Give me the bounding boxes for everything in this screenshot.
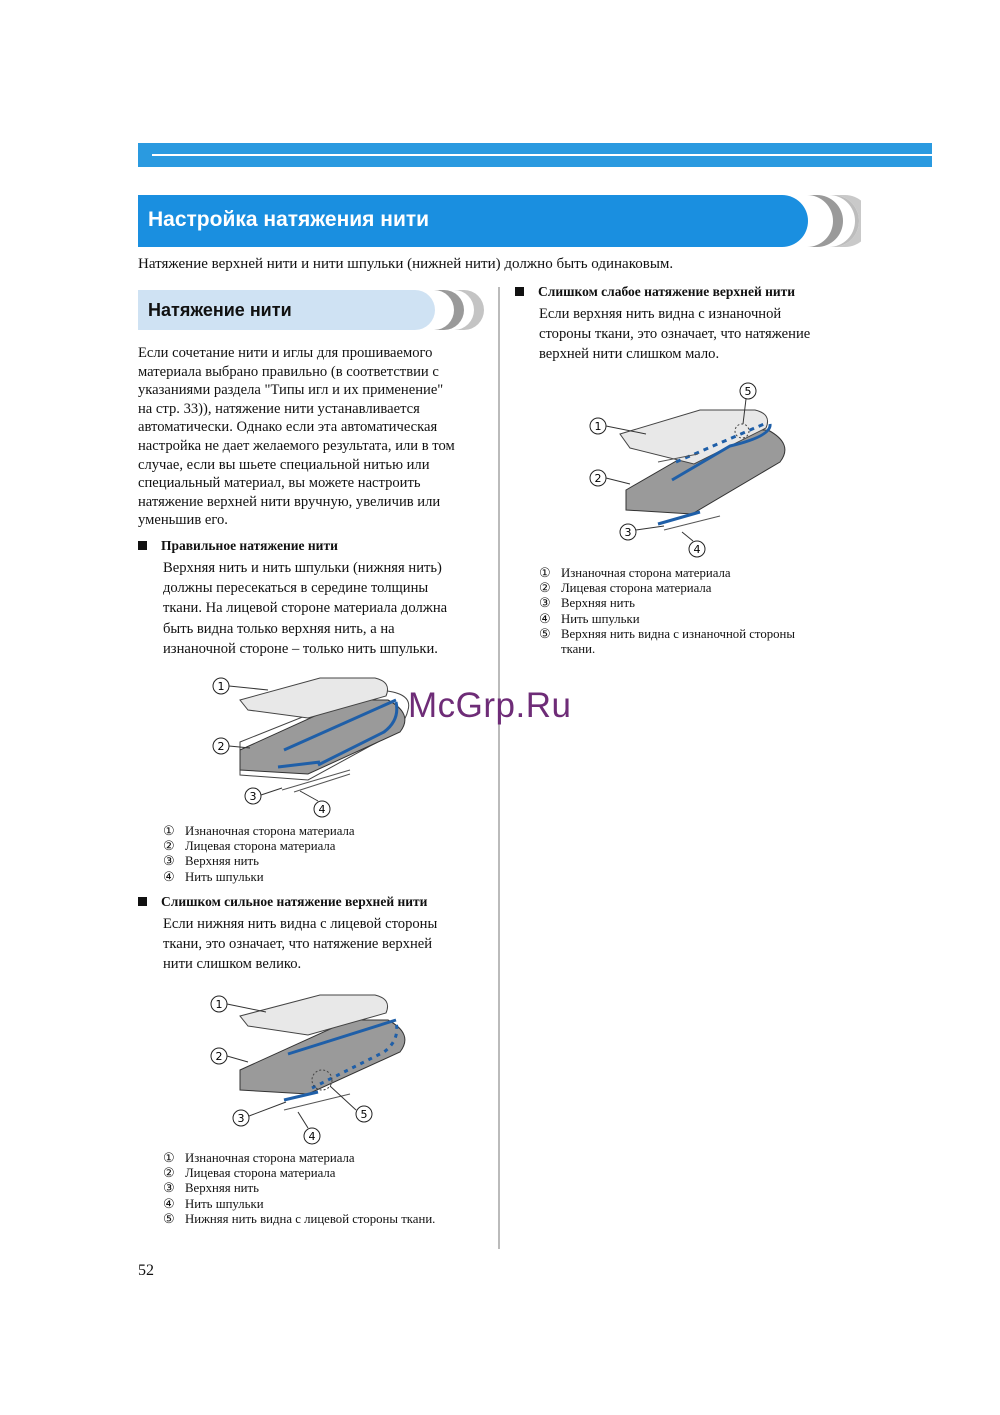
legend-item: ① Изнаночная сторона материала bbox=[163, 824, 355, 838]
bullet-square-icon bbox=[515, 287, 524, 296]
bullet-square-icon bbox=[138, 897, 147, 906]
correct-tension-legend bbox=[163, 824, 355, 885]
paragraph-line: специальный материал, вы можете настроить bbox=[138, 475, 421, 492]
label-1: 1 bbox=[215, 998, 223, 1011]
correct-tension-heading: Правильное натяжение нити bbox=[138, 537, 338, 555]
paragraph-line: уменьшив его. bbox=[138, 512, 228, 529]
legend-item: ① Изнаночная сторона материала bbox=[163, 1151, 355, 1165]
label-4: 4 bbox=[693, 543, 701, 556]
paragraph-line: настройка не дает желаемого результата, или в том bbox=[138, 437, 455, 454]
title-bracket-icon bbox=[805, 195, 861, 247]
section-title: Натяжение нити bbox=[148, 300, 292, 320]
label-1: 1 bbox=[217, 680, 225, 693]
legend-item: ③ Верхняя нить bbox=[163, 854, 259, 869]
paragraph-line: случае, если вы шьете специальной нитью или bbox=[138, 456, 430, 473]
correct-tension-diagram bbox=[200, 670, 430, 820]
legend-item: ① Изнаночная сторона материала bbox=[539, 566, 731, 580]
paragraph-line: натяжение верхней нити вручную, увеличив или bbox=[138, 493, 441, 510]
too-loose-diagram bbox=[580, 380, 810, 560]
legend-item: ③ Верхняя нить bbox=[163, 1181, 259, 1196]
legend-item: ③ Верхняя нить bbox=[539, 596, 635, 611]
intro-text: Натяжение верхней нити и нити шпульки (нижней нити) должно быть одинаковым. bbox=[138, 256, 674, 272]
label-3: 3 bbox=[237, 1112, 245, 1125]
paragraph-line: материала выбрано правильно (в соответствии с bbox=[138, 363, 439, 380]
label-2: 2 bbox=[217, 740, 225, 753]
page-number: 52 bbox=[138, 1262, 154, 1279]
label-3: 3 bbox=[624, 526, 632, 539]
legend-item: ② Лицевая сторона материала bbox=[163, 839, 336, 854]
label-3: 3 bbox=[249, 790, 257, 803]
paragraph-line: указаниями раздела "Типы игл и их применение" bbox=[138, 382, 444, 399]
legend-item: ④ Нить шпульки bbox=[163, 869, 264, 884]
legend-item: ткани. bbox=[561, 642, 596, 657]
header-band-line bbox=[152, 154, 932, 156]
too-tight-heading: Слишком сильное натяжение верхней нити bbox=[138, 893, 427, 911]
too-tight-text: Если нижняя нить видна с лицевой стороны ткани, это означает, что натяжение верхней нити слишком велико. bbox=[163, 916, 438, 973]
too-loose-heading: Слишком слабое натяжение верхней нити bbox=[515, 283, 795, 301]
label-5: 5 bbox=[744, 385, 752, 398]
page-title: Настройка натяжения нити bbox=[148, 208, 430, 231]
too-tight-diagram bbox=[200, 990, 430, 1145]
label-4: 4 bbox=[318, 803, 326, 816]
bullet-square-icon bbox=[138, 541, 147, 550]
label-2: 2 bbox=[215, 1050, 223, 1063]
section-paragraph bbox=[138, 344, 493, 530]
legend-item: ② Лицевая сторона материала bbox=[539, 581, 712, 596]
column-divider bbox=[498, 287, 500, 1249]
paragraph-line: Если сочетание нити и иглы для прошиваемого bbox=[138, 345, 433, 361]
legend-item: ⑤ Верхняя нить видна с изнаночной стороны bbox=[539, 626, 795, 641]
label-4: 4 bbox=[308, 1130, 316, 1143]
legend-item: ④ Нить шпульки bbox=[163, 1196, 264, 1211]
label-5: 5 bbox=[360, 1108, 368, 1121]
paragraph-line: на стр. 33)), натяжение нити устанавливается bbox=[138, 400, 420, 417]
label-1: 1 bbox=[594, 420, 602, 433]
legend-item: ② Лицевая сторона материала bbox=[163, 1166, 336, 1181]
too-loose-legend bbox=[539, 566, 795, 657]
legend-item: ⑤ Нижняя нить видна с лицевой стороны ткани. bbox=[163, 1211, 436, 1226]
label-2: 2 bbox=[594, 472, 602, 485]
too-loose-text: Если верхняя нить видна с изнаночной стороны ткани, это означает, что натяжение верхней нити слишком мало. bbox=[539, 306, 811, 363]
paragraph-line: автоматически. Однако если эта автоматическая bbox=[138, 419, 438, 436]
correct-tension-text: Верхняя нить и нить шпульки (нижняя нить) должны пересекаться в середине толщины ткани. На лицевой стороне материала должна быть видна только верхняя нить, а на изнаночной стороне – только нить шпульки. bbox=[163, 560, 448, 657]
too-tight-legend bbox=[163, 1151, 435, 1227]
watermark: McGrp.Ru bbox=[408, 686, 572, 725]
legend-item: ④ Нить шпульки bbox=[539, 611, 640, 626]
subtitle-bracket-icon bbox=[432, 290, 484, 330]
